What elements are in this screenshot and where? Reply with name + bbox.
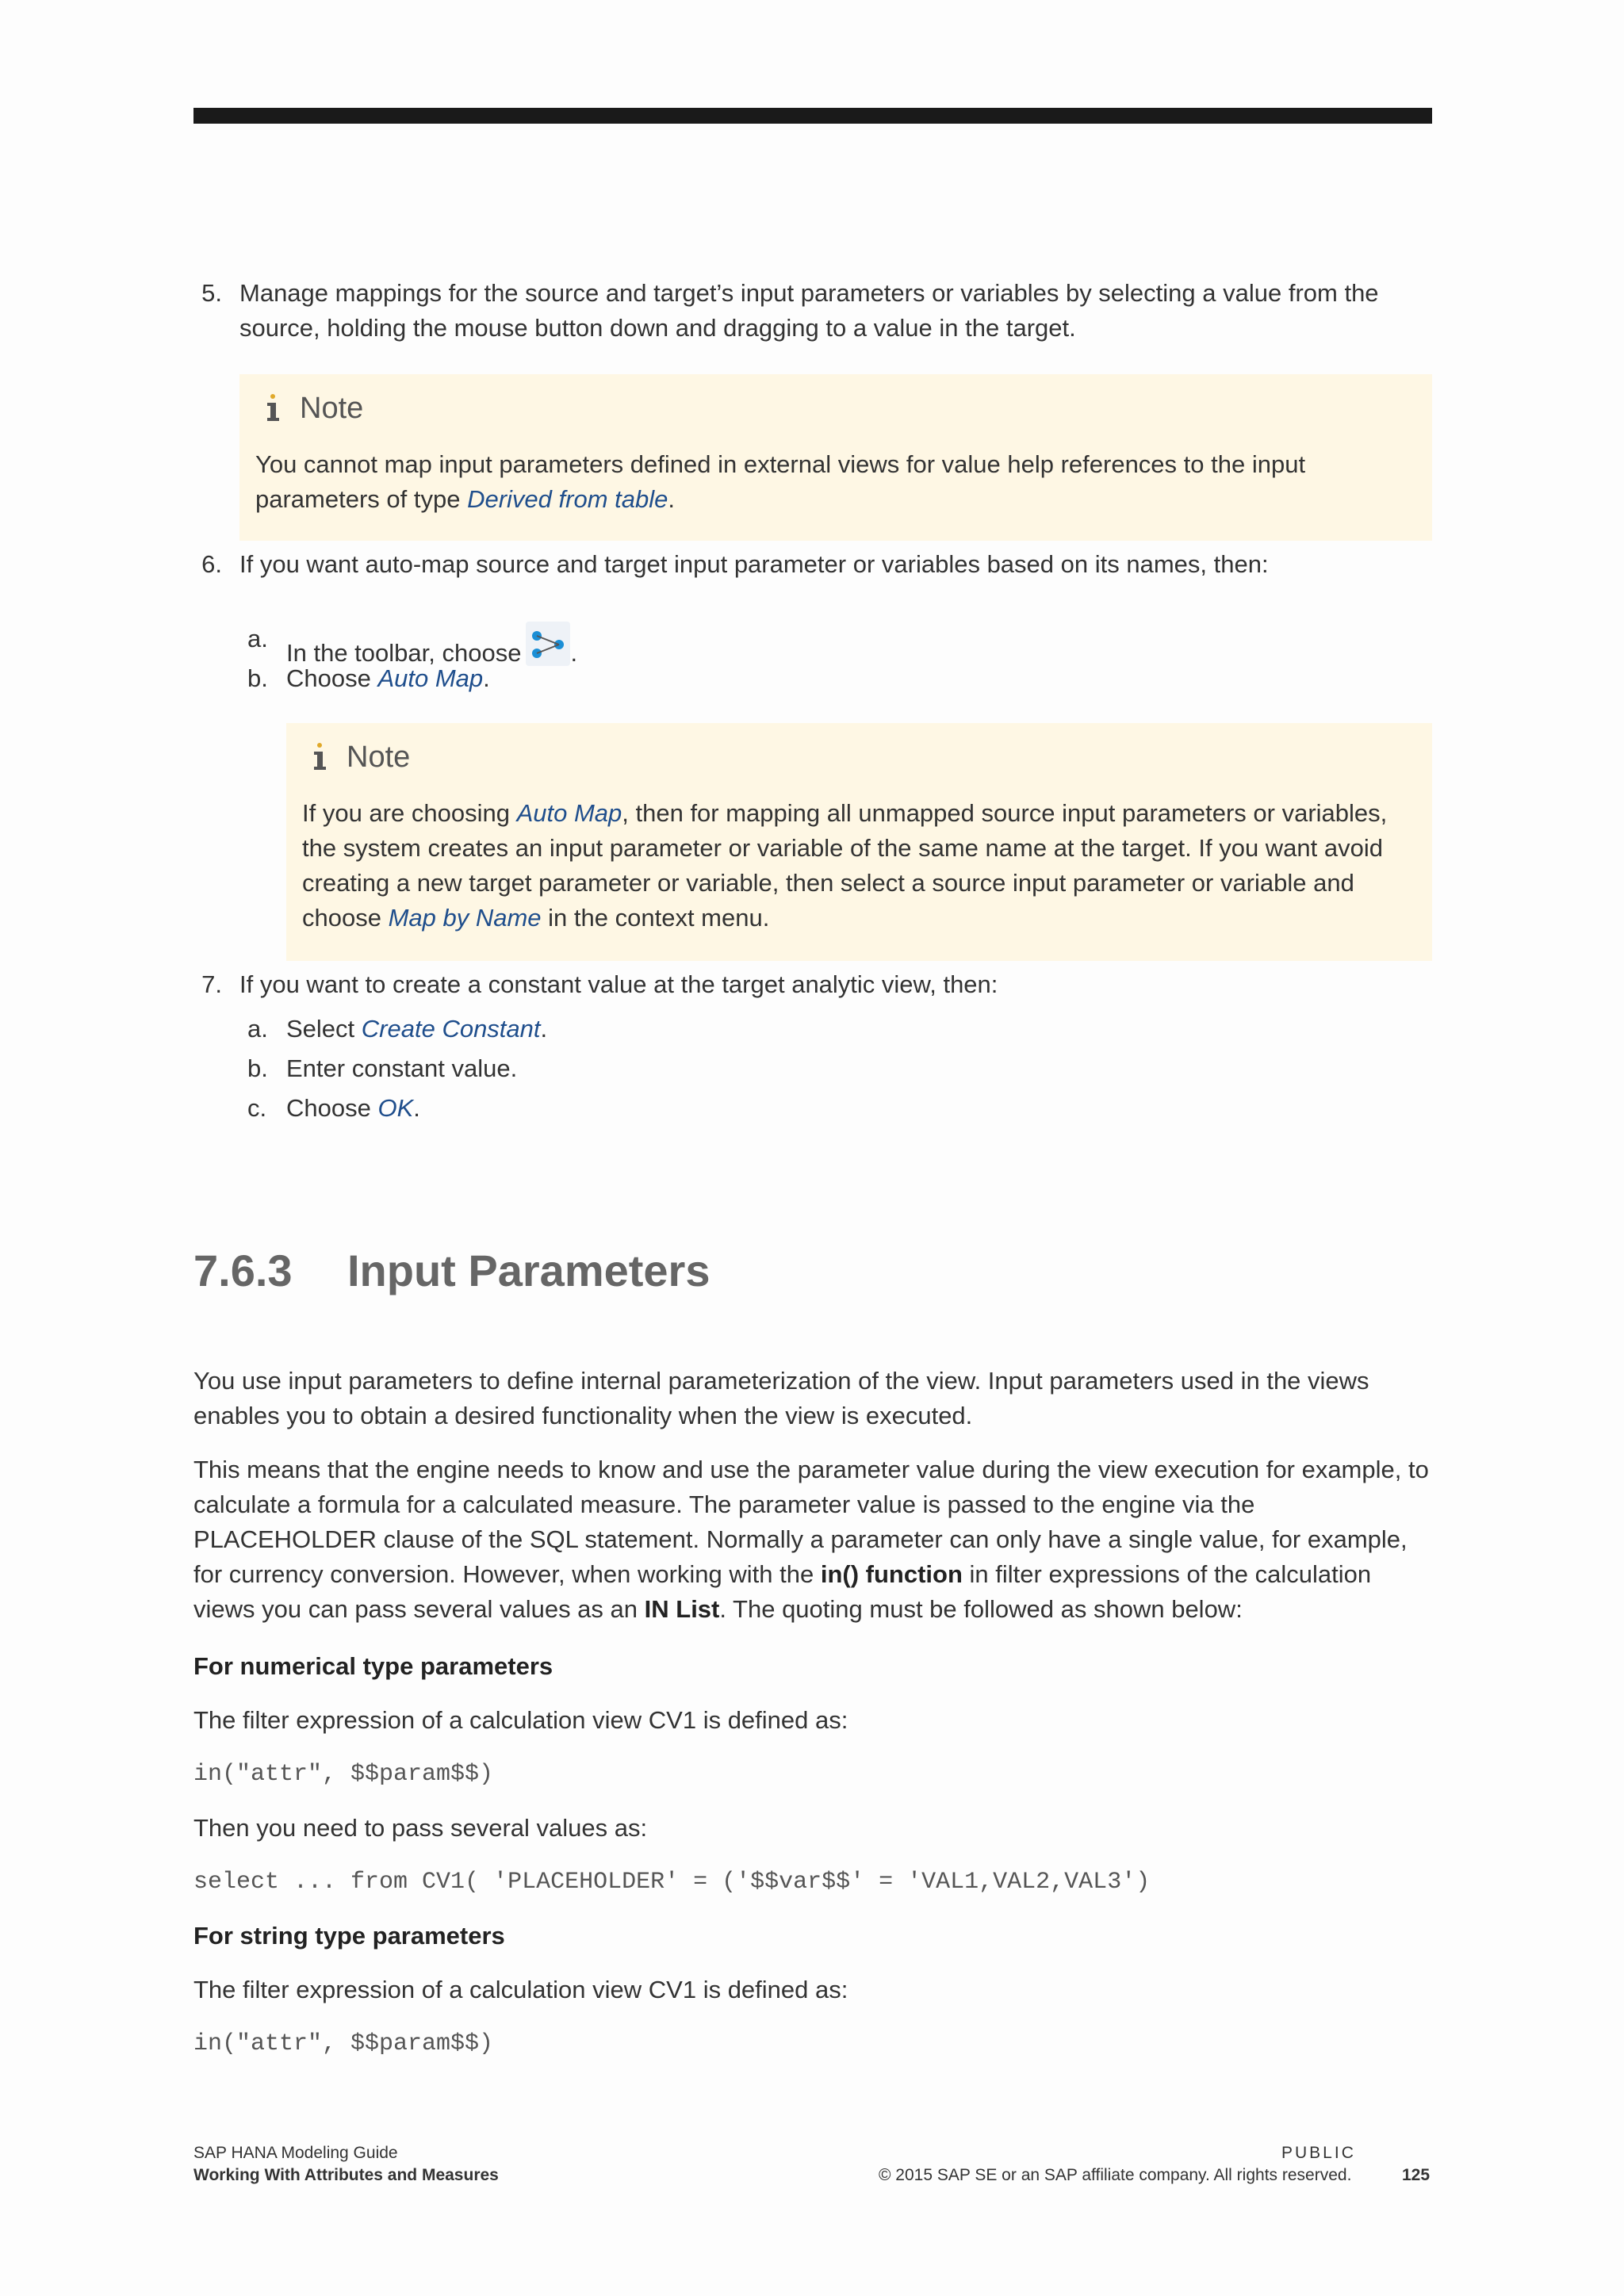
footer-classification: PUBLIC	[1281, 2144, 1356, 2162]
step-6a-marker: a.	[247, 625, 268, 652]
link-create-constant[interactable]: Create Constant	[361, 1015, 541, 1043]
link-derived-from-table[interactable]: Derived from table	[467, 485, 668, 513]
step-6b-text	[286, 661, 490, 696]
in-list-term: IN List	[644, 1595, 720, 1623]
note-1-text	[255, 447, 1413, 517]
step-5-number: 5.	[201, 279, 222, 307]
note-box-2	[286, 723, 1432, 961]
numerical-code-1: in("attr", $$param$$)	[193, 1761, 494, 1788]
link-auto-map[interactable]: Auto Map	[516, 799, 622, 827]
note-1-period: .	[668, 485, 675, 513]
paragraph-engine-part-1: This means that the engine needs to know and use the parameter value during the view execution for example, to calculate a formula for a calculated measure. The parameter value is passed to the engine via the PLACEHOLDER clause of the SQL statement. Normally a parameter can only have a single value, for example, for currency conversion. However, when working with the	[193, 1456, 1429, 1588]
step-7a-text	[286, 1012, 547, 1047]
footer-page-number: 125	[1402, 2166, 1431, 2184]
note-2-part-2: , then for mapping all unmapped source input parameters or variables, the system creates an input parameter or variable of the same name at the target. If you want avoid creating a new target parameter or variable, then select a source input parameter or variable and choose	[302, 799, 1388, 932]
footer-guide-title: SAP HANA Modeling Guide	[193, 2144, 398, 2162]
step-6b-period: .	[483, 664, 490, 692]
paragraph-intro: You use input parameters to define internal parameterization of the view. Input parameters used in the views enables you to obtain a desired functionality when the view is executed.	[193, 1367, 1369, 1429]
note-header	[265, 392, 363, 426]
numerical-heading: For numerical type parameters	[193, 1652, 553, 1680]
string-heading: For string type parameters	[193, 1922, 505, 1950]
step-6a-period: .	[570, 639, 578, 667]
section-number: 7.6.3	[193, 1246, 293, 1295]
step-7a-label: Select	[286, 1015, 362, 1043]
step-7b-text: Enter constant value.	[286, 1054, 518, 1082]
string-code-1: in("attr", $$param$$)	[193, 2030, 494, 2057]
step-6a-label: In the toolbar, choose	[286, 639, 522, 667]
step-7c-text	[286, 1091, 420, 1126]
paragraph-engine-part-2: in filter expressions of the calculation views you can pass several values as an	[193, 1560, 1372, 1623]
header-rule	[193, 108, 1432, 124]
note-2-part-3: in the context menu.	[541, 904, 770, 932]
step-5-text: Manage mappings for the source and target’s input parameters or variables by selecting a value from the source, holding the mouse button down and dragging to a value in the target.	[239, 279, 1379, 342]
step-7a-period: .	[540, 1015, 548, 1043]
note-1-body: You cannot map input parameters defined in external views for value help references to the input parameters of type	[255, 450, 1306, 513]
paragraph-engine	[193, 1452, 1438, 1627]
note-box-1	[239, 374, 1432, 541]
string-filter-text: The filter expression of a calculation view CV1 is defined as:	[193, 1976, 848, 2003]
note-title: Note	[300, 392, 364, 425]
step-7a-marker: a.	[247, 1015, 268, 1043]
numerical-pass-text: Then you need to pass several values as:	[193, 1814, 648, 1842]
step-7c-label: Choose	[286, 1094, 378, 1122]
step-7c-marker: c.	[247, 1094, 267, 1122]
in-function-term: in() function	[820, 1560, 963, 1588]
step-6b-marker: b.	[247, 664, 268, 692]
step-7-number: 7.	[201, 970, 222, 998]
note-2-text	[302, 796, 1420, 936]
info-icon	[312, 743, 329, 773]
note-title: Note	[347, 740, 411, 774]
link-auto-map[interactable]: Auto Map	[377, 664, 484, 692]
info-icon	[265, 394, 282, 424]
step-6-number: 6.	[201, 550, 222, 578]
step-6b-label: Choose	[286, 664, 378, 692]
numerical-filter-text: The filter expression of a calculation view CV1 is defined as:	[193, 1706, 848, 1734]
paragraph-engine-part-3: . The quoting must be followed as shown below:	[719, 1595, 1243, 1623]
step-7c-period: .	[413, 1094, 420, 1122]
step-7-text: If you want to create a constant value at the target analytic view, then:	[239, 970, 998, 998]
footer-copyright: © 2015 SAP SE or an SAP affiliate company. All rights reserved.	[879, 2166, 1352, 2184]
footer-chapter: Working With Attributes and Measures	[193, 2166, 499, 2184]
section-title: Input Parameters	[347, 1246, 710, 1295]
link-map-by-name[interactable]: Map by Name	[388, 904, 542, 932]
note-2-part-1: If you are choosing	[302, 799, 517, 827]
step-6-text: If you want auto-map source and target input parameter or variables based on its names, then:	[239, 550, 1269, 578]
link-ok[interactable]: OK	[377, 1094, 414, 1122]
numerical-code-2: select ... from CV1( 'PLACEHOLDER' = ('$$var$$' = 'VAL1,VAL2,VAL3')	[193, 1869, 1151, 1896]
note-header	[312, 740, 410, 775]
auto-map-icon[interactable]	[526, 622, 570, 666]
step-7b-marker: b.	[247, 1054, 268, 1082]
